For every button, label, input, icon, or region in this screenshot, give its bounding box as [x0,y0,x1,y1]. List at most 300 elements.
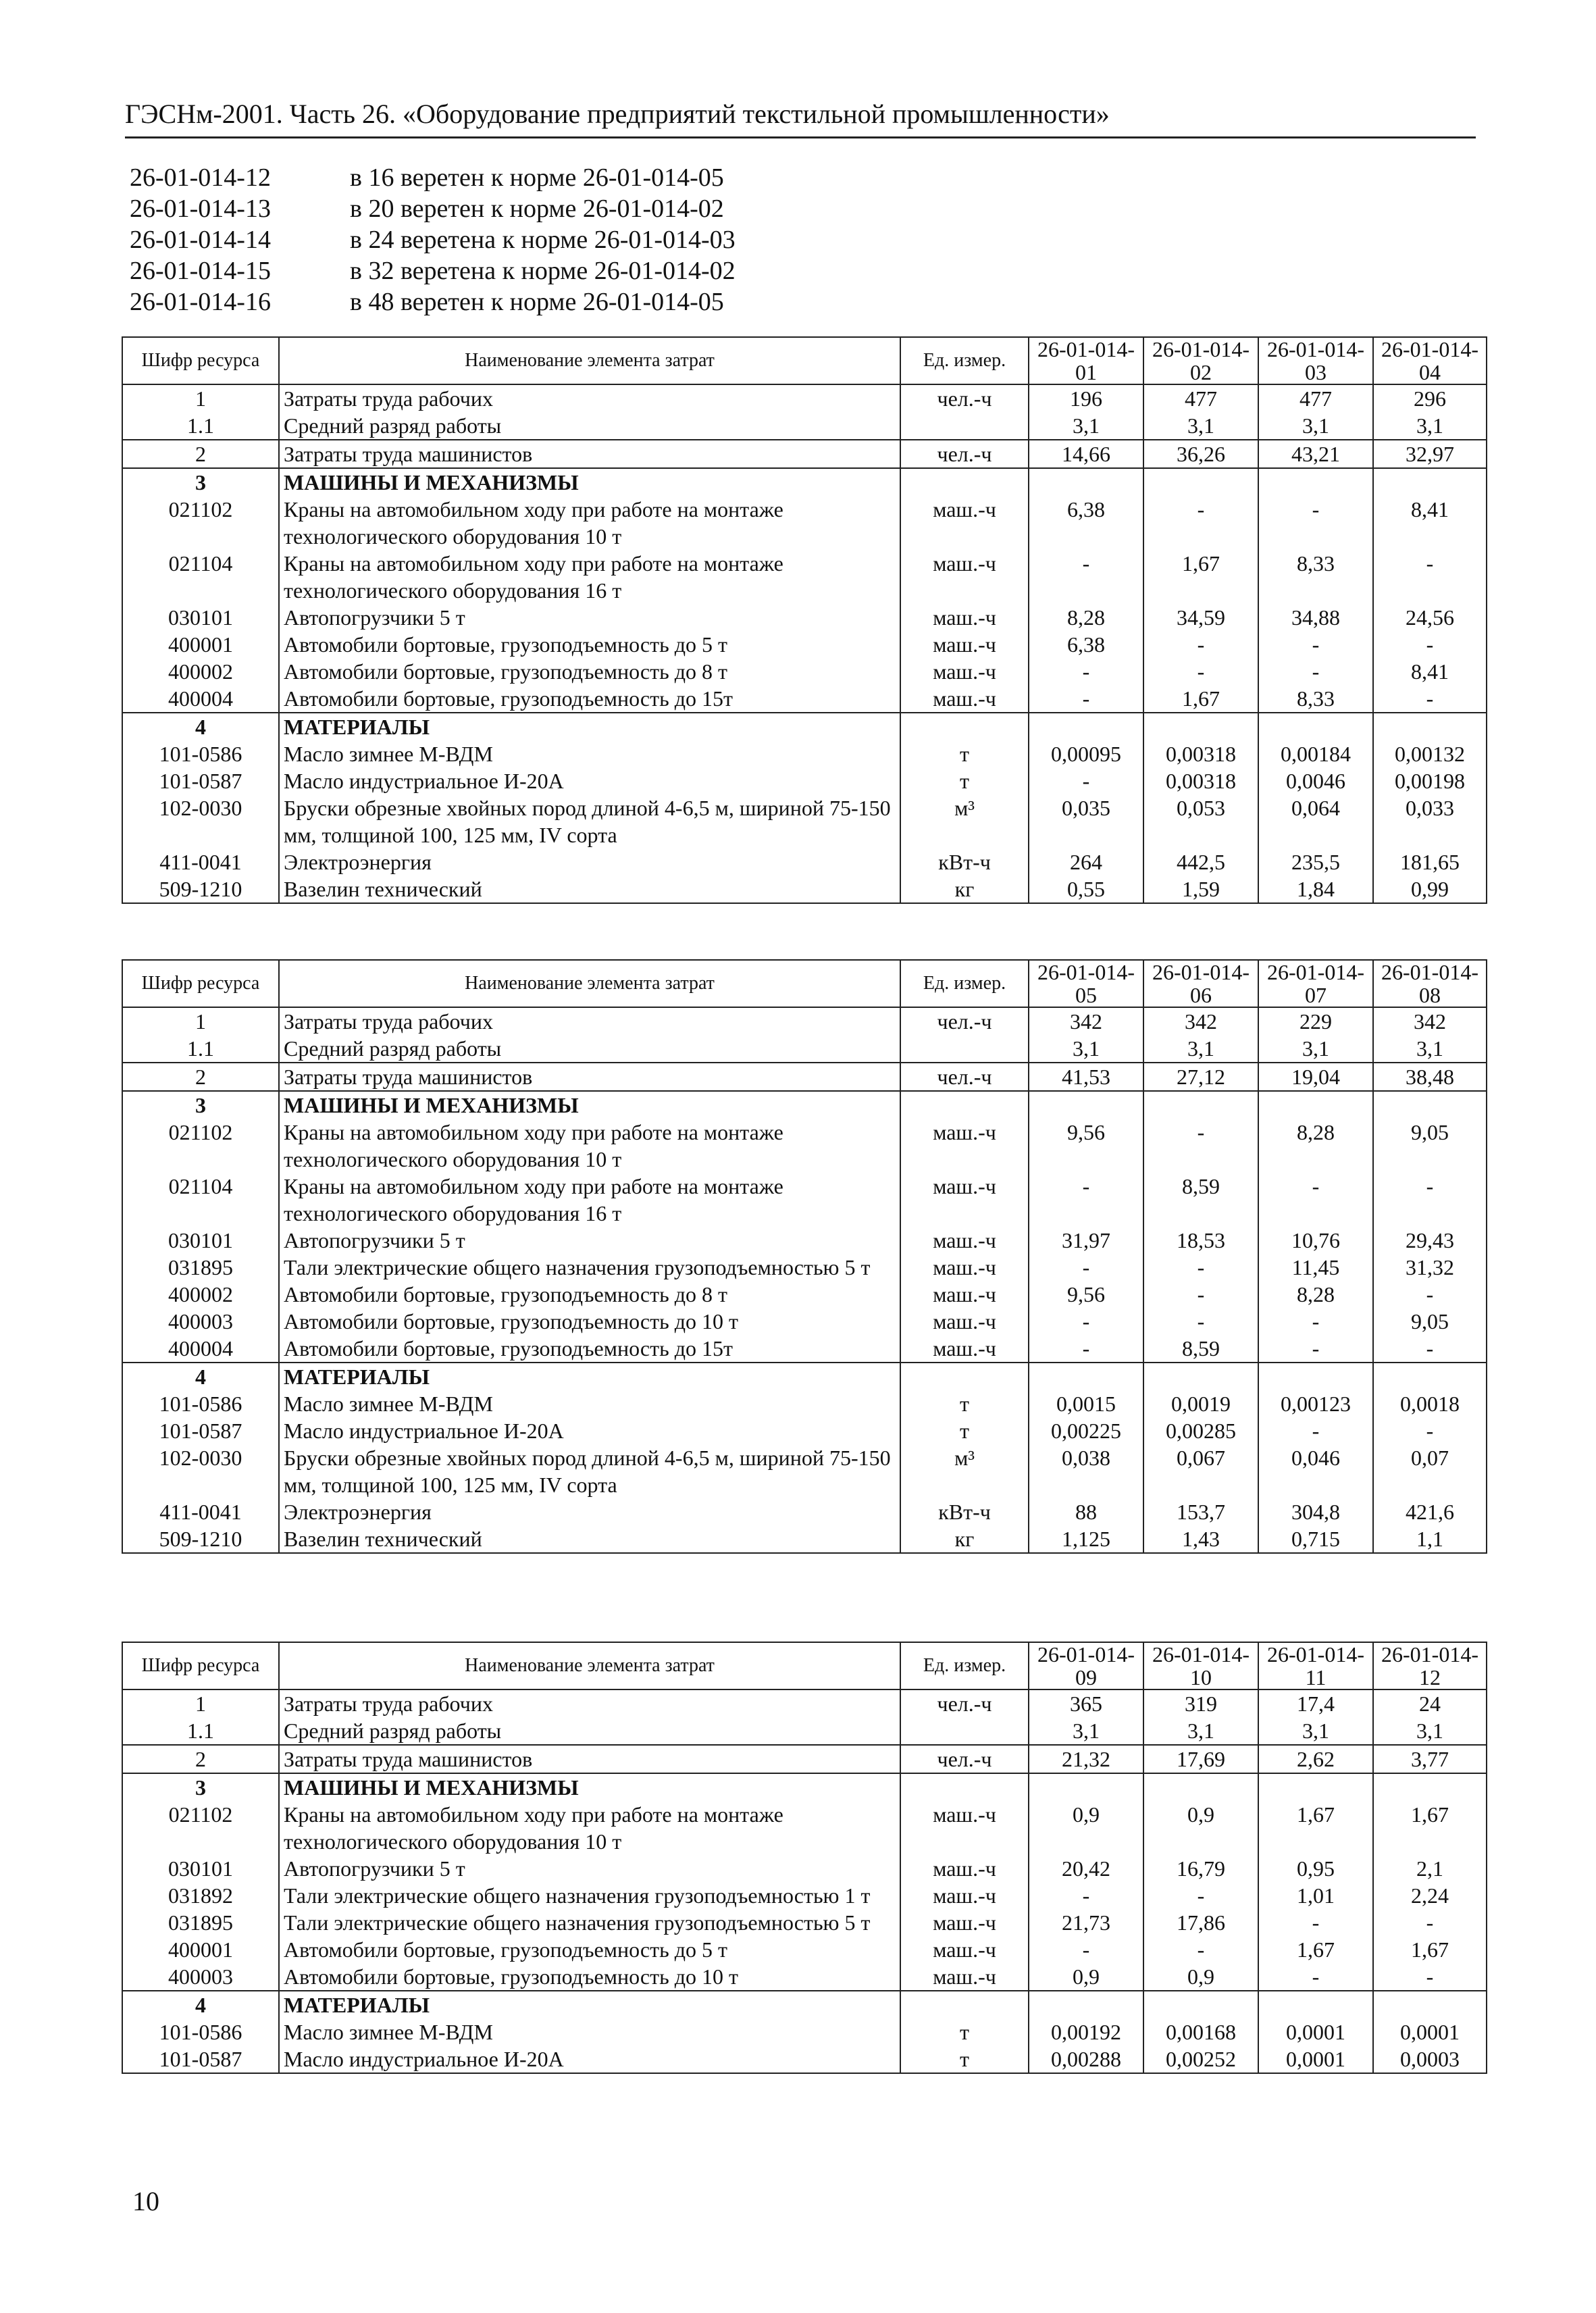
norm-value: - [1143,1254,1258,1281]
table-row [122,685,1487,713]
norm-value: - [1373,550,1487,604]
norm-value: 1,01 [1258,1882,1373,1909]
unit: т [900,2018,1029,2045]
cost-element-name: Автомобили бортовые, грузоподъемность до 15т [279,685,900,713]
header-unit: Ед. измер. [900,1642,1029,1689]
norm-value: 1,67 [1143,550,1258,604]
norm-value [1373,468,1487,496]
norm-value: 264 [1029,848,1143,875]
norm-value: 421,6 [1373,1498,1487,1525]
norm-value: 0,9 [1143,1963,1258,1991]
norm-value: 21,32 [1029,1745,1143,1773]
norm-value: 34,59 [1143,604,1258,631]
unit: кг [900,875,1029,903]
norm-value: - [1258,1417,1373,1444]
header-norm-column: 26-01-014-11 [1258,1642,1373,1689]
norm-value: - [1029,550,1143,604]
cost-element-name: Затраты труда машинистов [279,1745,900,1773]
cost-element-name: Краны на автомобильном ходу при работе на монтаже технологического оборудования 16 т [279,550,900,604]
resource-code: 3 [122,468,279,496]
resource-code: 101-0587 [122,1417,279,1444]
unit: маш.-ч [900,1855,1029,1882]
norm-code: 26-01-014-15 [130,257,271,285]
norm-value [1143,1773,1258,1801]
norm-value: - [1029,1173,1143,1227]
cost-element-name: Вазелин технический [279,1525,900,1553]
resource-code: 1 [122,384,279,412]
norm-value: 2,62 [1258,1745,1373,1773]
norm-value: 342 [1029,1007,1143,1035]
norm-value [1029,1091,1143,1119]
cost-element-name: Бруски обрезные хвойных пород длиной 4-6,5 м, шириной 75-150 мм, толщиной 100, 125 мм, IV сорта [279,794,900,848]
table-row [122,2045,1487,2073]
resource-code: 2 [122,1063,279,1091]
cost-element-name: МАТЕРИАЛЫ [279,1991,900,2018]
norm-value: 1,59 [1143,875,1258,903]
unit: кВт-ч [900,848,1029,875]
norm-value: 0,00095 [1029,740,1143,767]
norm-value: 10,76 [1258,1227,1373,1254]
table-row [122,1444,1487,1498]
cost-element-name: Масло зимнее М-ВДМ [279,1390,900,1417]
cost-element-name: Масло индустриальное И-20А [279,767,900,794]
cost-element-name: Масло индустриальное И-20А [279,2045,900,2073]
norm-value: - [1143,1308,1258,1335]
norm-value: - [1029,1254,1143,1281]
cost-element-name: МАТЕРИАЛЫ [279,1363,900,1390]
cost-element-name: Краны на автомобильном ходу при работе на монтаже технологического оборудования 10 т [279,496,900,550]
norm-value: 1,67 [1373,1801,1487,1855]
table-row [122,1773,1487,1801]
table-row [122,1035,1487,1063]
header-norm-column: 26-01-014-06 [1143,960,1258,1007]
norm-value: - [1029,685,1143,713]
table-row [122,1882,1487,1909]
header-norm-column: 26-01-014-07 [1258,960,1373,1007]
unit: маш.-ч [900,1936,1029,1963]
norm-value: 16,79 [1143,1855,1258,1882]
norm-value: 1,67 [1143,685,1258,713]
norm-value: - [1029,767,1143,794]
unit: т [900,740,1029,767]
cost-element-name: Автопогрузчики 5 т [279,604,900,631]
table-row [122,658,1487,685]
norm-value: 3,1 [1143,1035,1258,1063]
norm-value: - [1029,658,1143,685]
norm-value: - [1143,1119,1258,1173]
norm-value: 38,48 [1373,1063,1487,1091]
resource-code: 101-0587 [122,767,279,794]
norm-value: 0,00132 [1373,740,1487,767]
resource-code: 400001 [122,1936,279,1963]
unit: маш.-ч [900,1173,1029,1227]
unit: маш.-ч [900,550,1029,604]
norm-value: 8,28 [1029,604,1143,631]
norm-value: 0,053 [1143,794,1258,848]
table-row [122,1363,1487,1390]
norm-value: 8,41 [1373,658,1487,685]
unit: маш.-ч [900,1119,1029,1173]
unit: т [900,1390,1029,1417]
norm-value: 0,0003 [1373,2045,1487,2073]
unit: маш.-ч [900,496,1029,550]
norm-value: - [1373,1281,1487,1308]
norm-value [1029,468,1143,496]
norm-value: 365 [1029,1689,1143,1717]
norm-value: 235,5 [1258,848,1373,875]
norm-value: 8,41 [1373,496,1487,550]
header-name: Наименование элемента затрат [279,337,900,384]
norm-value: 17,4 [1258,1689,1373,1717]
norm-value: - [1029,1936,1143,1963]
table-row [122,1335,1487,1363]
header-norm-column: 26-01-014-08 [1373,960,1487,1007]
norm-value: 14,66 [1029,440,1143,468]
table-row [122,1909,1487,1936]
resource-code: 400002 [122,1281,279,1308]
norm-value: 8,28 [1258,1119,1373,1173]
resource-code: 101-0586 [122,2018,279,2045]
norm-value: 17,69 [1143,1745,1258,1773]
unit [900,713,1029,740]
norm-value: - [1373,1909,1487,1936]
norm-value: 477 [1143,384,1258,412]
table-row [122,1745,1487,1773]
header-unit: Ед. измер. [900,960,1029,1007]
resource-code: 101-0587 [122,2045,279,2073]
resource-code: 031895 [122,1909,279,1936]
cost-element-name: Затраты труда машинистов [279,440,900,468]
unit: маш.-ч [900,1909,1029,1936]
norm-value [1029,1773,1143,1801]
unit: маш.-ч [900,658,1029,685]
norm-value: 36,26 [1143,440,1258,468]
table-row [122,1498,1487,1525]
norm-text: в 48 веретен к норме 26-01-014-05 [350,288,724,316]
norm-value [1143,1363,1258,1390]
unit: маш.-ч [900,1963,1029,1991]
norm-value: - [1258,631,1373,658]
norm-value [1373,713,1487,740]
unit: чел.-ч [900,440,1029,468]
norm-value: 0,035 [1029,794,1143,848]
cost-element-name: Автопогрузчики 5 т [279,1855,900,1882]
unit: м³ [900,794,1029,848]
cost-element-name: Краны на автомобильном ходу при работе на монтаже технологического оборудования 16 т [279,1173,900,1227]
norm-value: - [1258,1335,1373,1363]
resource-code: 3 [122,1773,279,1801]
resource-code: 4 [122,713,279,740]
norm-value: 34,88 [1258,604,1373,631]
norm-value: 0,067 [1143,1444,1258,1498]
norm-value: 2,1 [1373,1855,1487,1882]
table-row [122,740,1487,767]
resource-code: 1.1 [122,1035,279,1063]
norm-value: 0,00168 [1143,2018,1258,2045]
unit: маш.-ч [900,631,1029,658]
norm-value: 21,73 [1029,1909,1143,1936]
norm-value: - [1029,1335,1143,1363]
header-unit: Ед. измер. [900,337,1029,384]
resource-code: 021102 [122,1801,279,1855]
cost-element-name: Автомобили бортовые, грузоподъемность до 8 т [279,658,900,685]
header-norm-column: 26-01-014-12 [1373,1642,1487,1689]
resource-code: 400001 [122,631,279,658]
norm-value [1029,713,1143,740]
header-norm-column: 26-01-014-05 [1029,960,1143,1007]
norm-value: 3,1 [1143,412,1258,440]
table-row [122,496,1487,550]
table-header-row [122,1642,1487,1689]
header-name: Наименование элемента затрат [279,1642,900,1689]
resource-code: 101-0586 [122,740,279,767]
cost-element-name: Тали электрические общего назначения грузоподъемностью 5 т [279,1254,900,1281]
norm-value: 8,33 [1258,685,1373,713]
norm-value: 319 [1143,1689,1258,1717]
norm-value: 2,24 [1373,1882,1487,1909]
norm-value: 1,1 [1373,1525,1487,1553]
unit: т [900,767,1029,794]
cost-element-name: Масло зимнее М-ВДМ [279,2018,900,2045]
norm-value [1143,1991,1258,2018]
norm-value: 3,1 [1373,1717,1487,1745]
table-row [122,384,1487,412]
table-row [122,1417,1487,1444]
norm-value: - [1373,1963,1487,1991]
table-row [122,2018,1487,2045]
resource-table-2 [122,959,1487,1554]
norm-value: 0,0018 [1373,1390,1487,1417]
cost-element-name: Электроэнергия [279,848,900,875]
norm-value: 88 [1029,1498,1143,1525]
table-row [122,1254,1487,1281]
header-code: Шифр ресурса [122,337,279,384]
norm-value: 0,00288 [1029,2045,1143,2073]
norm-value: 9,56 [1029,1119,1143,1173]
norm-value: - [1258,496,1373,550]
norm-value: 3,1 [1258,1035,1373,1063]
norm-value: - [1373,631,1487,658]
norm-value: 0,00192 [1029,2018,1143,2045]
norm-value: 3,1 [1029,1035,1143,1063]
header-code: Шифр ресурса [122,960,279,1007]
unit: кВт-ч [900,1498,1029,1525]
norm-value: - [1143,1882,1258,1909]
norm-value: - [1258,1963,1373,1991]
norm-value [1029,1991,1143,2018]
table-row [122,1963,1487,1991]
norm-value: 229 [1258,1007,1373,1035]
norm-reference [130,193,736,224]
header-norm-column: 26-01-014-02 [1143,337,1258,384]
table-row [122,604,1487,631]
norm-value: 0,00184 [1258,740,1373,767]
norm-value: 3,1 [1029,412,1143,440]
resource-code: 400002 [122,658,279,685]
resource-code: 1 [122,1007,279,1035]
resource-code: 400003 [122,1308,279,1335]
norm-value: 31,32 [1373,1254,1487,1281]
header-name: Наименование элемента затрат [279,960,900,1007]
resource-table-3 [122,1642,1487,2074]
norm-value [1258,713,1373,740]
norm-value [1373,1091,1487,1119]
header-code: Шифр ресурса [122,1642,279,1689]
norm-value: 3,77 [1373,1745,1487,1773]
norm-value: 20,42 [1029,1855,1143,1882]
resource-table-1 [122,336,1487,904]
table-header-row [122,960,1487,1007]
cost-element-name: Бруски обрезные хвойных пород длиной 4-6,5 м, шириной 75-150 мм, толщиной 100, 125 мм, IV сорта [279,1444,900,1498]
norm-value: 0,9 [1029,1963,1143,1991]
resource-code: 411-0041 [122,848,279,875]
cost-element-name: Средний разряд работы [279,1035,900,1063]
norm-reference [130,162,736,193]
table-row [122,1281,1487,1308]
unit: маш.-ч [900,1335,1029,1363]
norm-value: 0,00318 [1143,767,1258,794]
norm-value: 3,1 [1143,1717,1258,1745]
norm-value: 342 [1373,1007,1487,1035]
norm-value: 0,9 [1143,1801,1258,1855]
table-row [122,794,1487,848]
unit: чел.-ч [900,384,1029,412]
table-row [122,1390,1487,1417]
unit: маш.-ч [900,685,1029,713]
unit [900,412,1029,440]
norm-value: 0,00123 [1258,1390,1373,1417]
norm-value: 477 [1258,384,1373,412]
norm-text: в 20 веретен к норме 26-01-014-02 [350,195,724,223]
norm-value: 0,07 [1373,1444,1487,1498]
header-norm-column: 26-01-014-01 [1029,337,1143,384]
resource-code: 031892 [122,1882,279,1909]
resource-code: 021102 [122,1119,279,1173]
header-norm-column: 26-01-014-04 [1373,337,1487,384]
resource-code: 1 [122,1689,279,1717]
cost-element-name: Автомобили бортовые, грузоподъемность до 8 т [279,1281,900,1308]
unit: маш.-ч [900,604,1029,631]
norm-text: в 16 веретен к норме 26-01-014-05 [350,163,724,192]
table-row [122,440,1487,468]
unit: кг [900,1525,1029,1553]
resource-code: 509-1210 [122,1525,279,1553]
table-row [122,1308,1487,1335]
norm-value: 8,33 [1258,550,1373,604]
resource-code: 102-0030 [122,794,279,848]
norm-value: 1,67 [1373,1936,1487,1963]
resource-code: 1.1 [122,412,279,440]
norm-value [1258,1363,1373,1390]
unit: маш.-ч [900,1882,1029,1909]
norm-value: 11,45 [1258,1254,1373,1281]
norm-value: 0,99 [1373,875,1487,903]
norm-value: - [1373,685,1487,713]
norm-value: 43,21 [1258,440,1373,468]
norm-value: - [1029,1308,1143,1335]
norm-value: 0,038 [1029,1444,1143,1498]
norm-value: 196 [1029,384,1143,412]
unit: маш.-ч [900,1281,1029,1308]
norm-value: 0,95 [1258,1855,1373,1882]
table-row [122,1855,1487,1882]
cost-element-name: Краны на автомобильном ходу при работе на монтаже технологического оборудования 10 т [279,1119,900,1173]
cost-element-name: Масло зимнее М-ВДМ [279,740,900,767]
norm-value: - [1143,496,1258,550]
norm-value: 3,1 [1029,1717,1143,1745]
norm-value: 1,43 [1143,1525,1258,1553]
norm-value: 24,56 [1373,604,1487,631]
unit [900,1035,1029,1063]
cost-element-name: Средний разряд работы [279,1717,900,1745]
table-row [122,550,1487,604]
table-row [122,631,1487,658]
norm-value: - [1143,658,1258,685]
cost-element-name: Затраты труда рабочих [279,384,900,412]
norm-value: 0,0019 [1143,1390,1258,1417]
table-row [122,1801,1487,1855]
norm-reference [130,286,736,317]
norm-value: 19,04 [1258,1063,1373,1091]
unit: чел.-ч [900,1007,1029,1035]
cost-element-name: Автопогрузчики 5 т [279,1227,900,1254]
norm-value [1143,1091,1258,1119]
norm-value: - [1143,1281,1258,1308]
table-row [122,1936,1487,1963]
norm-value: 0,064 [1258,794,1373,848]
cost-element-name: МАШИНЫ И МЕХАНИЗМЫ [279,468,900,496]
norm-value: 32,97 [1373,440,1487,468]
resource-code: 400003 [122,1963,279,1991]
norm-value: 31,97 [1029,1227,1143,1254]
norm-value: 1,125 [1029,1525,1143,1553]
norm-reference [130,224,736,255]
table-row [122,1991,1487,2018]
unit [900,468,1029,496]
norm-value: 41,53 [1029,1063,1143,1091]
resource-code: 509-1210 [122,875,279,903]
norm-value [1143,713,1258,740]
resource-code: 102-0030 [122,1444,279,1498]
norm-value [1029,1363,1143,1390]
unit [900,1773,1029,1801]
norm-value: 0,55 [1029,875,1143,903]
norm-value: - [1029,1882,1143,1909]
table-row [122,875,1487,903]
norm-value: 0,033 [1373,794,1487,848]
resource-code: 031895 [122,1254,279,1281]
resource-code: 2 [122,440,279,468]
norm-value: - [1258,1173,1373,1227]
resource-code: 030101 [122,1855,279,1882]
table-row [122,713,1487,740]
header-norm-column: 26-01-014-03 [1258,337,1373,384]
resource-code: 021104 [122,1173,279,1227]
unit: маш.-ч [900,1227,1029,1254]
norm-text: в 32 веретена к норме 26-01-014-02 [350,257,736,285]
unit: чел.-ч [900,1063,1029,1091]
norm-value: 3,1 [1258,412,1373,440]
resource-code: 3 [122,1091,279,1119]
table-row [122,1227,1487,1254]
norm-value: - [1143,631,1258,658]
table-row [122,1063,1487,1091]
cost-element-name: Средний разряд работы [279,412,900,440]
norm-value: 342 [1143,1007,1258,1035]
norm-value: 442,5 [1143,848,1258,875]
resource-code: 4 [122,1991,279,2018]
unit: чел.-ч [900,1745,1029,1773]
